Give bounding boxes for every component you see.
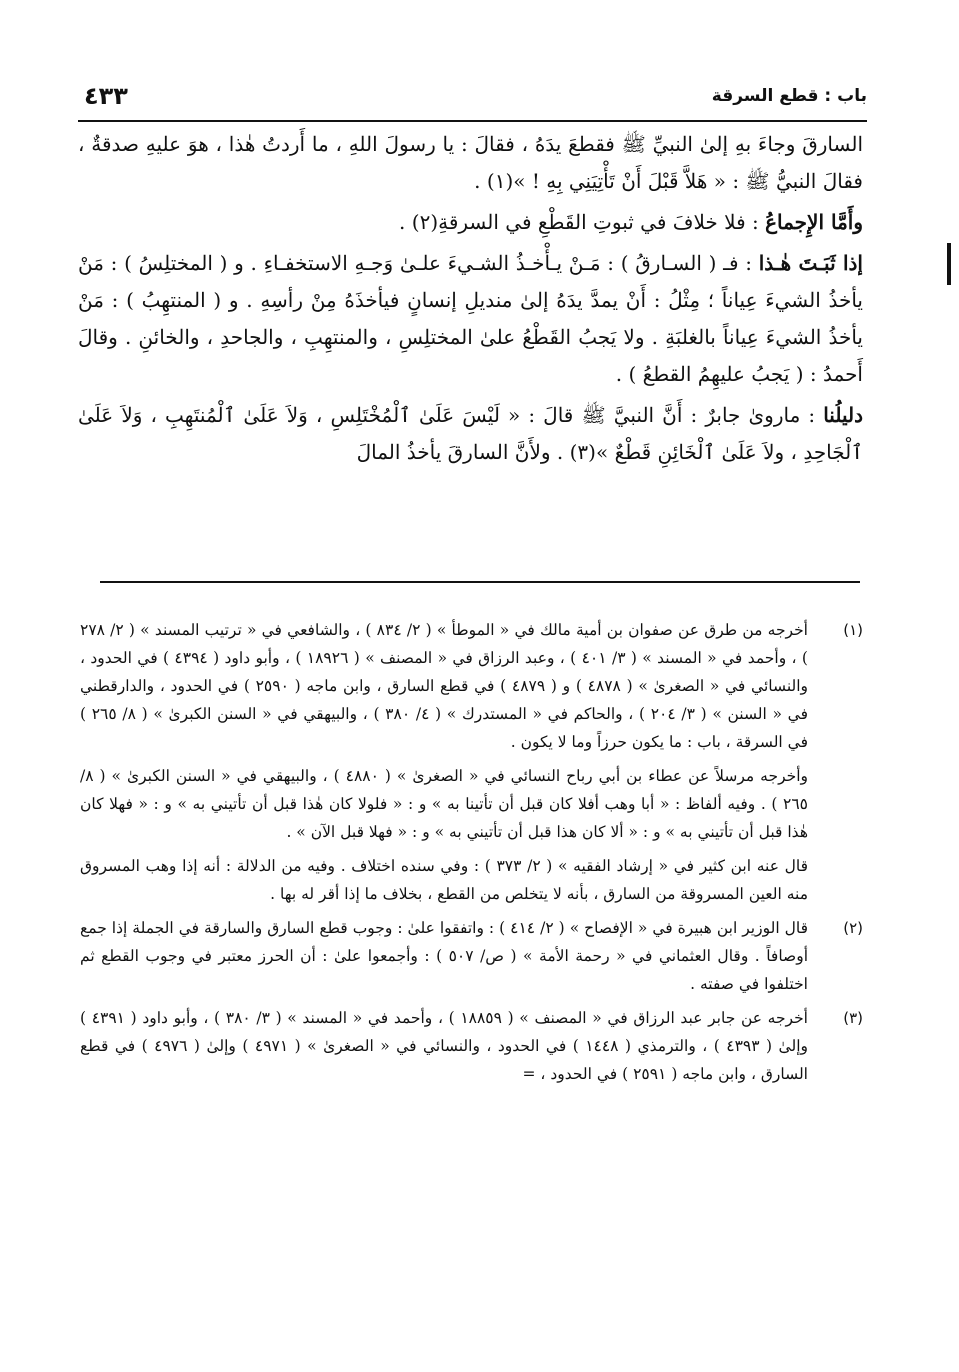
footnote-separator bbox=[100, 581, 860, 583]
page-number: ٤٣٣ bbox=[84, 82, 128, 110]
paragraph-ijma bbox=[78, 204, 863, 241]
paragraph-definitions bbox=[78, 245, 863, 393]
text-evidence: : ماروىٰ جابرٌ : أَنَّ النبيَّ ﷺ قالَ : « لَيْسَ عَلَىٰ ٱلْمُخْتَلِسِ ، وَلاَ عَلَىٰ ٱلْمُنتَهِبِ ، وَلاَ عَلَىٰ ٱلْجَاحِدِ ، ولاَ عَلَىٰ ٱلْخَائِنِ قَطْعٌ »(٣) . ولأَنَّ السارقَ يأخذُ المالَ bbox=[78, 403, 863, 464]
header-rule bbox=[78, 120, 867, 122]
footnotes bbox=[80, 616, 863, 1094]
paragraph-hadith: السارقَ وجاءَ بهِ إلىٰ النبيِّ ﷺ فقطعَ يدَهُ ، فقالَ : يا رسولَ اللهِ ، ما أَردتُ هٰذا ، هوَ عليهِ صدقةٌ ، فقالَ النبيُّ ﷺ : « هَلاَّ قَبْلَ أَنْ تَأْتِيَنِي بِهِ ! »(١) . bbox=[78, 132, 863, 193]
text-ijma: : فلا خلافَ في ثبوتِ القَطْعِ في السرقةِ(٢) . bbox=[399, 210, 766, 234]
footnote-3 bbox=[80, 1004, 863, 1088]
footnote-paragraph: أخرجه عن جابر عبد الرزاق في « المصنف » ( ١٨٨٥٩ ) ، وأحمد في « المسند » ( ٣/ ٣٨٠ ) ، وأبو داود ( ٤٣٩١ ) وإلىٰ ( ٤٣٩٣ ) ، والترمذي ( ١٤٤٨ ) في الحدود ، والنسائي في « الصغرىٰ » ( ٤٩٧١ ) وإلىٰ ( ٤٩٧٦ ) في قطع السارق ، وابن ماجه ( ٢٥٩١ ) في الحدود ، = bbox=[80, 1009, 808, 1083]
footnote-1 bbox=[80, 616, 863, 908]
footnote-number: (٣) bbox=[843, 1009, 863, 1027]
paragraph-evidence bbox=[78, 397, 863, 471]
lead-definitions: إذا ثَبَـتَ هٰـذا bbox=[758, 251, 863, 275]
chapter-title: باب : قطع السرقة bbox=[711, 86, 867, 106]
footnote-paragraph: أخرجه من طرق عن صفوان بن أمية مالك في « الموطأ » ( ٢/ ٨٣٤ ) ، والشافعي في « ترتيب المسند » ( ٢/ ٢٧٨ ) ، وأحمد في « المسند » ( ٣/ ٤٠١ ) ، وعبد الرزاق في « المصنف » ( ١٨٩٢٦ ) ، وأبو داود ( ٤٣٩٤ ) في الحدود ، والنسائي في « الصغرىٰ » ( ٤٨٧٨ ) و ( ٤٨٧٩ ) في قطع السارق ، وابن ماجه ( ٢٥٩٠ ) في الحدود ، والدارقطني في « السنن » ( ٣/ ٢٠٤ ) ، والحاكم في « المستدرك » ( ٤/ ٣٨٠ ) ، والبيهقي في « السنن الكبرىٰ » ( ٨/ ٢٦٥ ) في السرقة ، باب : ما يكون حرزاً وما لا يكون . bbox=[80, 621, 809, 751]
footnote-2 bbox=[80, 914, 863, 998]
text-definitions: : فـ ( السـارقُ ) : مَـنْ يـأْخـذُ الشـيءَ علـىٰ وَجـهِ الاستخفـاءِ . و ( المختلِسُ ) : مَنْ يأخذُ الشيءَ عِياناً ؛ مِثْلُ : أَنْ يمدَّ يدَهُ إلىٰ منديلِ إنسانٍ فيأخذَهُ مِنْ رأسِهِ . و ( المنتهِبُ ) : مَنْ يأخذُ الشيءَ عِياناً بالغلبَةِ . ولا يَجبُ القَطْعُ علىٰ المختلِسِ ، والمنتهِبِ ، والجاحدِ ، والخائنِ . وقالَ أَحمدُ : ( يَجبُ عليهِمُ القطعُ ) . bbox=[78, 251, 863, 386]
lead-evidence: دليلُنا bbox=[823, 403, 863, 427]
footnote-paragraph: قال عنه ابن كثير في « إرشاد الفقيه » ( ٢/ ٣٧٣ ) : وفي سنده اختلاف . وفيه من الدلالة : أنه إذا وهب المسروق منه العين المسروقة من السارق ، بأنه لا يتخلص من القطع ، بخلاف ما إذا أقر له بها . bbox=[80, 857, 808, 903]
footnote-paragraph: قال الوزير ابن هبيرة في « الإفصاح » ( ٢/ ٤١٤ ) : واتفقوا علىٰ : وجوب قطع السارق والسارقة في الجملة إذا جمع أوصافاً . وقال العثماني في « رحمة الأمة » ( ص/ ٥٠٧ ) : وأجمعوا علىٰ : أن الحرز معتبر في وجوب القطع ثم اختلفوا في صفته . bbox=[80, 919, 809, 993]
footnote-number: (١) bbox=[843, 621, 863, 639]
footnote-number: (٢) bbox=[843, 919, 863, 937]
footnote-paragraph: وأخرجه مرسلاً عن عطاء بن أبي رباح النسائي في « الصغرىٰ » ( ٤٨٨٠ ) ، والبيهقي في « السنن الكبرىٰ » ( ٨/ ٢٦٥ ) . وفيه ألفاظ : « أبا وهب أفلا كان قبل أن تأتينا به » و : « فلولا كان هٰذا قبل أن تأتيني به » و : « فهلا كان هٰذا قبل أن تأتيني به » و : « ألا كان هذا قبل أن تأتيني به » و : « فهلا قبل الآن » . bbox=[80, 767, 809, 841]
running-header bbox=[78, 82, 867, 120]
lead-ijma: وأَمَّا الإِجماعُ bbox=[765, 210, 863, 234]
main-text bbox=[78, 126, 863, 475]
margin-mark bbox=[947, 243, 951, 285]
